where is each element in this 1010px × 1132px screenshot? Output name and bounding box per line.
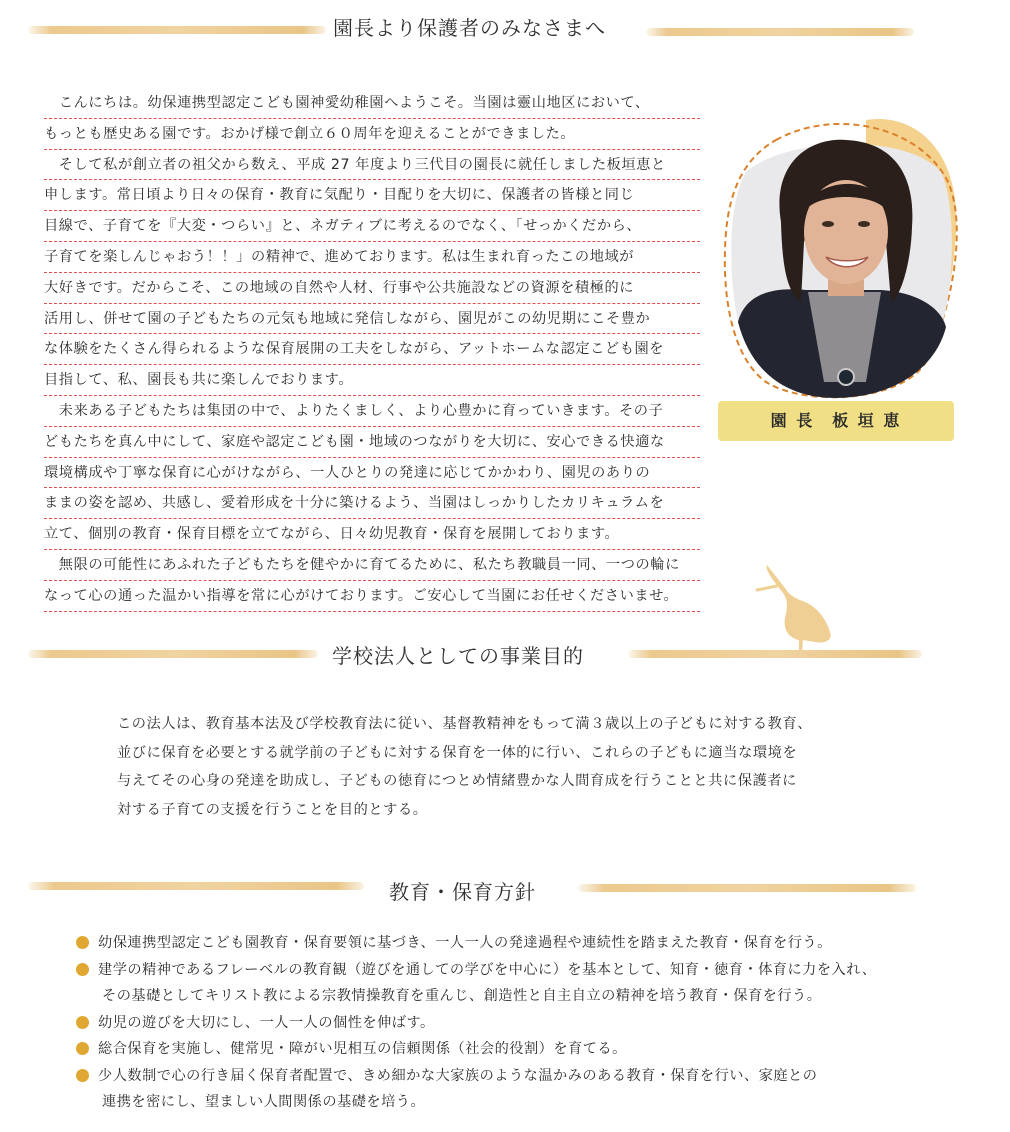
purpose-line: 並びに保育を必要とする就学前の子どもに対する保育を一体的に行い、これらの子どもに適当な環境を	[117, 744, 798, 761]
greeting-heading: 園長より保護者のみなさまへ	[333, 16, 606, 40]
policy-item-line: 幼児の遊びを大切にし、一人一人の個性を伸ばす。	[98, 1014, 435, 1031]
purpose-line: この法人は、教育基本法及び学校教育法に従い、基督教精神をもって満３歳以上の子どもに対する教育、	[117, 716, 813, 732]
greeting-line: そして私が創立者の祖父から数え、平成 27 年度より三代目の園長に就任しました板垣恵と	[44, 150, 700, 181]
policy-item	[76, 1063, 956, 1116]
greeting-line: こんにちは。幼保連携型認定こども園神愛幼稚園へようこそ。当園は靈山地区において、	[44, 88, 700, 119]
policy-item	[76, 1036, 956, 1063]
purpose-line: 与えてその心身の発達を助成し、子どもの徳育につとめ情緒豊かな人間育成を行うことと共に保護者に	[117, 773, 797, 789]
greeting-heading-row	[0, 12, 1010, 52]
greeting-line: 目指して、私、園長も共に楽しんでおります。	[44, 365, 700, 396]
policy-heading-row	[0, 876, 1010, 916]
heading-brush-right	[628, 650, 922, 658]
policy-item-line: 総合保育を実施し、健常児・障がい児相互の信頼関係（社会的役割）を育てる。	[98, 1041, 627, 1057]
greeting-line: どもたちを真ん中にして、家庭や認定こども園・地域のつながりを大切に、安心できる快適な	[44, 427, 700, 458]
greeting-line: もっとも歴史ある園です。おかげ様で創立６０周年を迎えることができました。	[44, 119, 700, 150]
policy-item	[76, 930, 956, 957]
policy-item	[76, 1010, 956, 1037]
education-policy-list	[76, 930, 956, 1116]
greeting-line: 無限の可能性にあふれた子どもたちを健やかに育てるために、私たち教職員一同、一つの輪に	[44, 550, 700, 581]
policy-item	[76, 957, 956, 1010]
greeting-line: 大好きです。だからこそ、この地域の自然や人材、行事や公共施設などの資源を積極的に	[44, 273, 700, 304]
bullet-icon	[76, 963, 89, 976]
greeting-line: 申します。常日頃より日々の保育・教育に気配り・目配りを大切に、保護者の皆様と同じ	[44, 180, 700, 211]
greeting-line: 子育てを楽しんじゃおう！！」の精神で、進めております。私は生まれ育ったこの地域が	[44, 242, 700, 273]
greeting-line: 未来ある子どもたちは集団の中で、よりたくましく、より心豊かに育っていきます。その子	[44, 396, 700, 427]
business-purpose	[117, 710, 857, 824]
greeting-line: 活用し、併せて園の子どもたちの元気も地域に発信しながら、園児がこの幼児期にこそ豊か	[44, 304, 700, 335]
heading-brush-right	[646, 28, 914, 36]
heading-brush-right	[578, 884, 916, 892]
purpose-line: 対する子育ての支援を行うことを目的とする。	[117, 801, 428, 818]
heading-brush-left	[28, 650, 318, 658]
policy-item-line: その基礎としてキリスト教による宗教情操教育を重んじ、創造性と自主自立の精神を培う教育・保育を行う。	[102, 988, 822, 1004]
portrait-illustration	[716, 112, 966, 402]
purpose-heading-row	[0, 640, 1010, 680]
greeting-line: ままの姿を認め、共感し、愛着形成を十分に築けるよう、当園はしっかりしたカリキュラムを	[44, 488, 700, 519]
bullet-icon	[76, 936, 89, 949]
greeting-line: な体験をたくさん得られるような保育展開の工夫をしながら、アットホームな認定こども園を	[44, 334, 700, 365]
purpose-heading: 学校法人としての事業目的	[332, 644, 584, 668]
principal-photo	[716, 112, 966, 402]
bullet-icon	[76, 1069, 89, 1082]
greeting-line: なって心の通った温かい指導を常に心がけております。ご安心して当園にお任せくださいませ。	[44, 581, 700, 612]
bullet-icon	[76, 1016, 89, 1029]
heading-brush-left	[28, 26, 326, 34]
policy-item-line: 建学の精神であるフレーベルの教育観（遊びを通しての学びを中心に）を基本として、知育・徳育・体育に力を入れ、	[98, 961, 877, 978]
principal-greeting	[44, 88, 700, 612]
policy-item-line: 連携を密にし、望ましい人間関係の基礎を培う。	[102, 1094, 426, 1110]
greeting-line: 目線で、子育てを『大変・つらい』と、ネガティブに考えるのでなく、「せっかくだから、	[44, 211, 700, 242]
policy-heading: 教育・保育方針	[389, 880, 536, 904]
heading-brush-left	[28, 882, 364, 890]
bullet-icon	[76, 1042, 89, 1055]
policy-item-line: 少人数制で心の行き届く保育者配置で、きめ細かな大家族のような温かみのある教育・保育を行い、家庭との	[98, 1067, 818, 1084]
policy-item-line: 幼保連携型認定こども園教育・保育要領に基づき、一人一人の発達過程や連続性を踏まえた教育・保育を行う。	[98, 935, 832, 951]
principal-caption: 園 長 板 垣 恵	[718, 401, 954, 441]
greeting-line: 環境構成や丁寧な保育に心がけながら、一人ひとりの発達に応じてかかわり、園児のありの	[44, 458, 700, 489]
greeting-line: 立て、個別の教育・保育目標を立てながら、日々幼児教育・保育を展開しております。	[44, 519, 700, 550]
